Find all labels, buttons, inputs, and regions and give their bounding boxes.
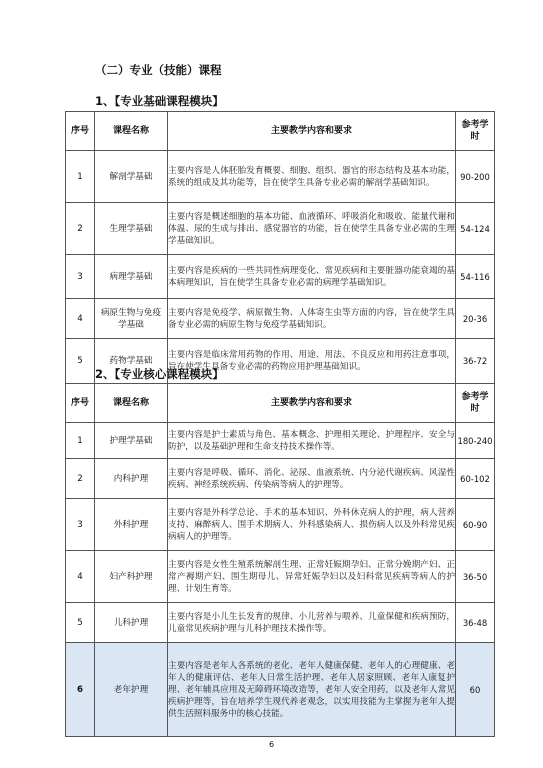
module2-table (65, 383, 495, 737)
table-row (66, 151, 495, 203)
table-row (66, 203, 495, 255)
table-row (66, 603, 495, 643)
row-hours: 90-200 (456, 151, 495, 203)
row-course: 药物学基础 (95, 339, 168, 384)
row-content: 主要内容是女性生殖系统解剖生理、正常妊娠期孕妇、正常分娩期产妇、正常产褥期产妇、围生期母儿、异常妊娠孕妇以及妇科常见疾病等病人的护理、计划生育等。 (168, 551, 456, 603)
row-no: 1 (66, 151, 95, 203)
table-row (66, 255, 495, 299)
row-no: 5 (66, 603, 95, 643)
row-no: 2 (66, 203, 95, 255)
row-content: 主要内容是小儿生长发育的规律、小儿营养与喂养、儿童保健和疾病预防，儿童常见疾病护理与儿科护理技术操作等。 (168, 603, 456, 643)
row-hours: 180-240 (456, 423, 495, 459)
row-no: 4 (66, 299, 95, 339)
row-no: 5 (66, 339, 95, 384)
row-no: 4 (66, 551, 95, 603)
row-hours: 60-90 (456, 499, 495, 551)
row-course: 解剖学基础 (95, 151, 168, 203)
row-hours: 60 (456, 643, 495, 737)
table-header-row (66, 112, 495, 151)
row-no: 3 (66, 255, 95, 299)
row-content: 主要内容是人体胚胎发育概要、细胞、组织、器官的形态结构及基本功能，系统的组成及其功能等，旨在使学生具备专业必需的解剖学基础知识。 (168, 151, 456, 203)
row-hours: 36-72 (456, 339, 495, 384)
row-course: 病原生物与免疫学基础 (95, 299, 168, 339)
row-content: 主要内容是呼吸、循环、消化、泌尿、血液系统、内分泌代谢疾病、风湿性疾病、神经系统疾病、传染病等病人的护理等。 (168, 459, 456, 499)
row-content: 主要内容是疾病的一些共同性病理变化、常见疾病和主要脏器功能衰竭的基本病理知识，旨在使学生具备专业必需的病理学基础知识。 (168, 255, 456, 299)
section-title: （二）专业（技能）课程 (95, 63, 222, 77)
table-row (66, 423, 495, 459)
header-no: 序号 (66, 384, 95, 423)
row-course: 生理学基础 (95, 203, 168, 255)
header-content: 主要教学内容和要求 (168, 384, 456, 423)
page-number: 6 (268, 740, 275, 749)
table-row (66, 459, 495, 499)
row-course: 病理学基础 (95, 255, 168, 299)
module2-title: 2、【专业核心课程模块】 (95, 367, 224, 381)
row-course: 护理学基础 (95, 423, 168, 459)
row-content: 主要内容是护士素质与角色、基本概念、护理相关理论、护理程序、安全与防护，以及基础护理和生命支持技术操作等。 (168, 423, 456, 459)
table-row (66, 551, 495, 603)
row-hours: 60-102 (456, 459, 495, 499)
row-content: 主要内容是外科学总论、手术的基本知识、外科休克病人的护理，病人营养支持、麻醉病人、围手术期病人、外科感染病人、损伤病人以及外科常见疾病病人的护理等。 (168, 499, 456, 551)
row-hours: 54-116 (456, 255, 495, 299)
row-content: 主要内容是概述细胞的基本功能、血液循环、呼吸消化和吸收、能量代谢和体温、尿的生成与排出、感觉器官的功能，旨在使学生具备专业必需的生理学基础知识。 (168, 203, 456, 255)
row-content: 主要内容是老年人各系统的老化、老年人健康保健、老年人的心理健康、老年人的健康评估、老年人日常生活护理、老年人居家照顾、老年人康复护理、老年辅具应用及无障碍环境改造等，老年人安全用药，以及老年人常见疾病护理等，旨在培养学生现代养老观念，以实用技能为主掌握为老年人提供生活照料服务中的核心技能。 (168, 643, 456, 737)
header-course: 课程名称 (95, 384, 168, 423)
module1-table (65, 111, 495, 384)
row-course: 妇产科护理 (95, 551, 168, 603)
row-hours: 54-124 (456, 203, 495, 255)
header-content: 主要教学内容和要求 (168, 112, 456, 151)
row-hours: 36-48 (456, 603, 495, 643)
row-course: 外科护理 (95, 499, 168, 551)
row-content: 主要内容是临床常用药物的作用、用途、用法、不良反应和用药注意事项，旨在使学生具备专业必需的药物应用护理基础知识。 (168, 339, 456, 384)
row-hours: 36-50 (456, 551, 495, 603)
row-hours: 20-36 (456, 299, 495, 339)
row-no: 1 (66, 423, 95, 459)
row-no: 3 (66, 499, 95, 551)
table-header-row (66, 384, 495, 423)
header-hours: 参考学时 (456, 112, 495, 151)
table-row (66, 499, 495, 551)
row-content: 主要内容是免疫学、病原微生物、人体寄生虫等方面的内容，旨在使学生具备专业必需的病原生物与免疫学基础知识。 (168, 299, 456, 339)
row-course: 老年护理 (95, 643, 168, 737)
row-course: 内科护理 (95, 459, 168, 499)
row-no: 2 (66, 459, 95, 499)
table-row-highlighted (66, 643, 495, 737)
header-hours: 参考学时 (456, 384, 495, 423)
header-no: 序号 (66, 112, 95, 151)
row-course: 儿科护理 (95, 603, 168, 643)
row-no: 6 (66, 643, 95, 737)
header-course: 课程名称 (95, 112, 168, 151)
module1-title: 1、【专业基础课程模块】 (95, 94, 224, 108)
table-row (66, 299, 495, 339)
